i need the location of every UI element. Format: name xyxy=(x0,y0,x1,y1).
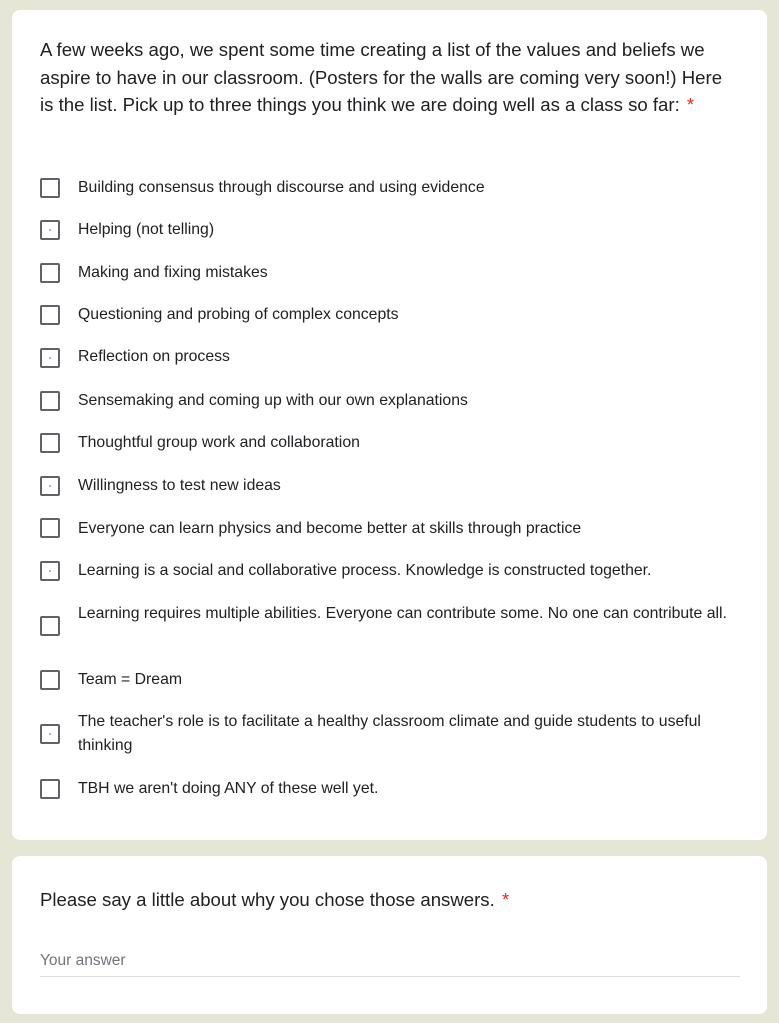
checkbox-label: Learning is a social and collaborative process. Knowledge is constructed together. xyxy=(78,562,652,579)
focus-dot xyxy=(49,733,51,735)
question-card-explanation xyxy=(12,856,767,1014)
checkbox-label: Team = Dream xyxy=(78,671,183,688)
checkbox-label: TBH we aren't doing ANY of these well yet. xyxy=(78,780,379,797)
focus-dot xyxy=(49,570,51,572)
checkbox-label: Building consensus through discourse and using evidence xyxy=(78,179,485,196)
question-title xyxy=(40,36,740,119)
checkbox-label: Learning requires multiple abilities. Everyone can contribute some. No one can contribute all. xyxy=(78,605,727,622)
checkbox-label: Helping (not telling) xyxy=(78,221,215,238)
checkbox-label: Sensemaking and coming up with our own explanations xyxy=(78,392,468,409)
checkbox-label: Thoughtful group work and collaboration xyxy=(78,434,360,451)
required-marker: * xyxy=(686,94,695,115)
checkbox-label: Questioning and probing of complex concepts xyxy=(78,306,399,323)
checkbox[interactable] xyxy=(40,220,60,240)
checkbox[interactable] xyxy=(40,263,60,283)
checkbox-label: The teacher's role is to facilitate a healthy classroom climate and guide students to useful thinking xyxy=(78,713,701,754)
checkbox[interactable] xyxy=(40,670,60,690)
checkbox-label: Making and fixing mistakes xyxy=(78,264,268,281)
checkbox-label: Reflection on process xyxy=(78,348,230,365)
checkbox[interactable] xyxy=(40,348,60,368)
checkbox[interactable] xyxy=(40,391,60,411)
checkbox[interactable] xyxy=(40,305,60,325)
answer-input[interactable] xyxy=(40,948,740,974)
checkbox[interactable] xyxy=(40,779,60,799)
checkbox-label: Everyone can learn physics and become better at skills through practice xyxy=(78,520,582,537)
checkbox[interactable] xyxy=(40,178,60,198)
focus-dot xyxy=(49,229,51,231)
question-card-values xyxy=(12,10,767,840)
checkbox[interactable] xyxy=(40,724,60,744)
checkbox[interactable] xyxy=(40,561,60,581)
question-title xyxy=(40,886,740,914)
input-underline xyxy=(40,976,740,977)
checkbox[interactable] xyxy=(40,476,60,496)
checkbox-label: Willingness to test new ideas xyxy=(78,477,281,494)
focus-dot xyxy=(49,485,51,487)
checkbox[interactable] xyxy=(40,518,60,538)
required-marker: * xyxy=(501,889,510,910)
checkbox[interactable] xyxy=(40,433,60,453)
focus-dot xyxy=(49,357,51,359)
question-text: Please say a little about why you chose those answers. xyxy=(40,889,495,910)
question-text: A few weeks ago, we spent some time creating a list of the values and beliefs we aspire to have in our classroom. (Posters for the walls are coming very soon!) Here is the list. Pick up to three things you think we are doing well as a class so far: xyxy=(40,39,723,115)
checkbox[interactable] xyxy=(40,616,60,636)
